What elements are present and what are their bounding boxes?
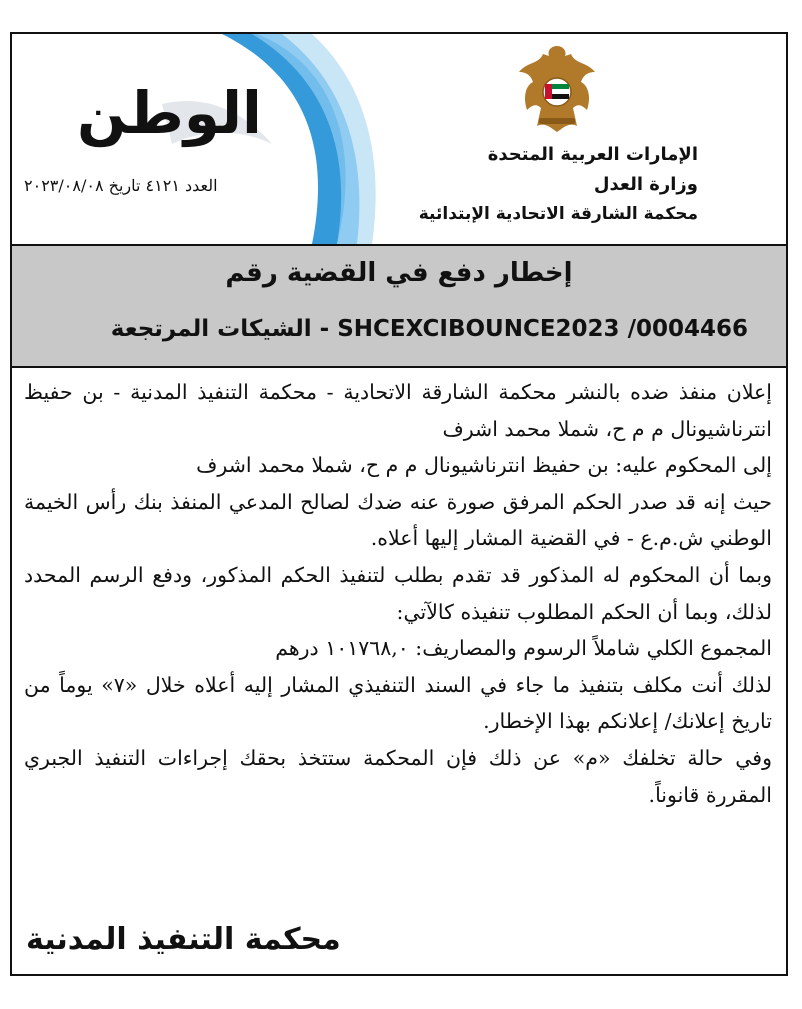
notice-title: إخطار دفع في القضية رقم	[225, 258, 573, 288]
paragraph: وفي حالة تخلفك «م» عن ذلك فإن المحكمة ستتخذ بحقك إجراءات التنفيذ الجبري المقررة قانوناً.	[24, 745, 772, 807]
case-number: SHCEXCIBOUNCE2023 /0004466 - الشيكات المرتجعة	[110, 316, 748, 342]
authority-ministry: وزارة العدل	[593, 174, 698, 195]
paragraph: المجموع الكلي شاملاً الرسوم والمصاريف: ١٠١٧٦٨,٠ درهم	[275, 636, 772, 661]
authority-country: الإمارات العربية المتحدة	[487, 144, 698, 165]
title-band	[12, 244, 786, 368]
notice-body	[24, 374, 772, 813]
uae-emblem-icon	[517, 42, 597, 134]
newspaper-logo: الوطن	[77, 79, 262, 147]
issuing-authority	[419, 140, 698, 228]
issue-date: العدد ٤١٢١ تاريخ ٢٠٢٣/٠٨/٠٨	[24, 176, 218, 195]
paragraph: إعلان منفذ ضده بالنشر محكمة الشارقة الاتحادية - محكمة التنفيذ المدنية - بن حفيظ انترناشيونال م م ح، شملا محمد اشرف	[24, 380, 772, 441]
paragraph: إلى المحكوم عليه: بن حفيظ انترناشيونال م م ح، شملا محمد اشرف	[196, 453, 772, 478]
notice-frame	[10, 32, 788, 976]
authority-court: محكمة الشارقة الاتحادية الإبتدائية	[418, 204, 698, 224]
paragraph: حيث إنه قد صدر الحكم المرفق صورة عنه ضدك لصالح المدعي المنفذ بنك رأس الخيمة الوطني ش.م.ع - في القضية المشار إليها أعلاه.	[24, 489, 772, 551]
header	[12, 34, 786, 244]
paragraph: لذلك أنت مكلف بتنفيذ ما جاء في السند التنفيذي المشار إليه أعلاه خلال «٧» يوماً من تاريخ إعلانك/ إعلانكم بهذا الإخطار.	[24, 672, 772, 734]
signature: محكمة التنفيذ المدنية	[26, 922, 341, 957]
paragraph: وبما أن المحكوم له المذكور قد تقدم بطلب لتنفيذ الحكم المذكور، ودفع الرسم المحدد لذلك، وبما أن الحكم المطلوب تنفيذه كالآتي:	[24, 562, 772, 624]
